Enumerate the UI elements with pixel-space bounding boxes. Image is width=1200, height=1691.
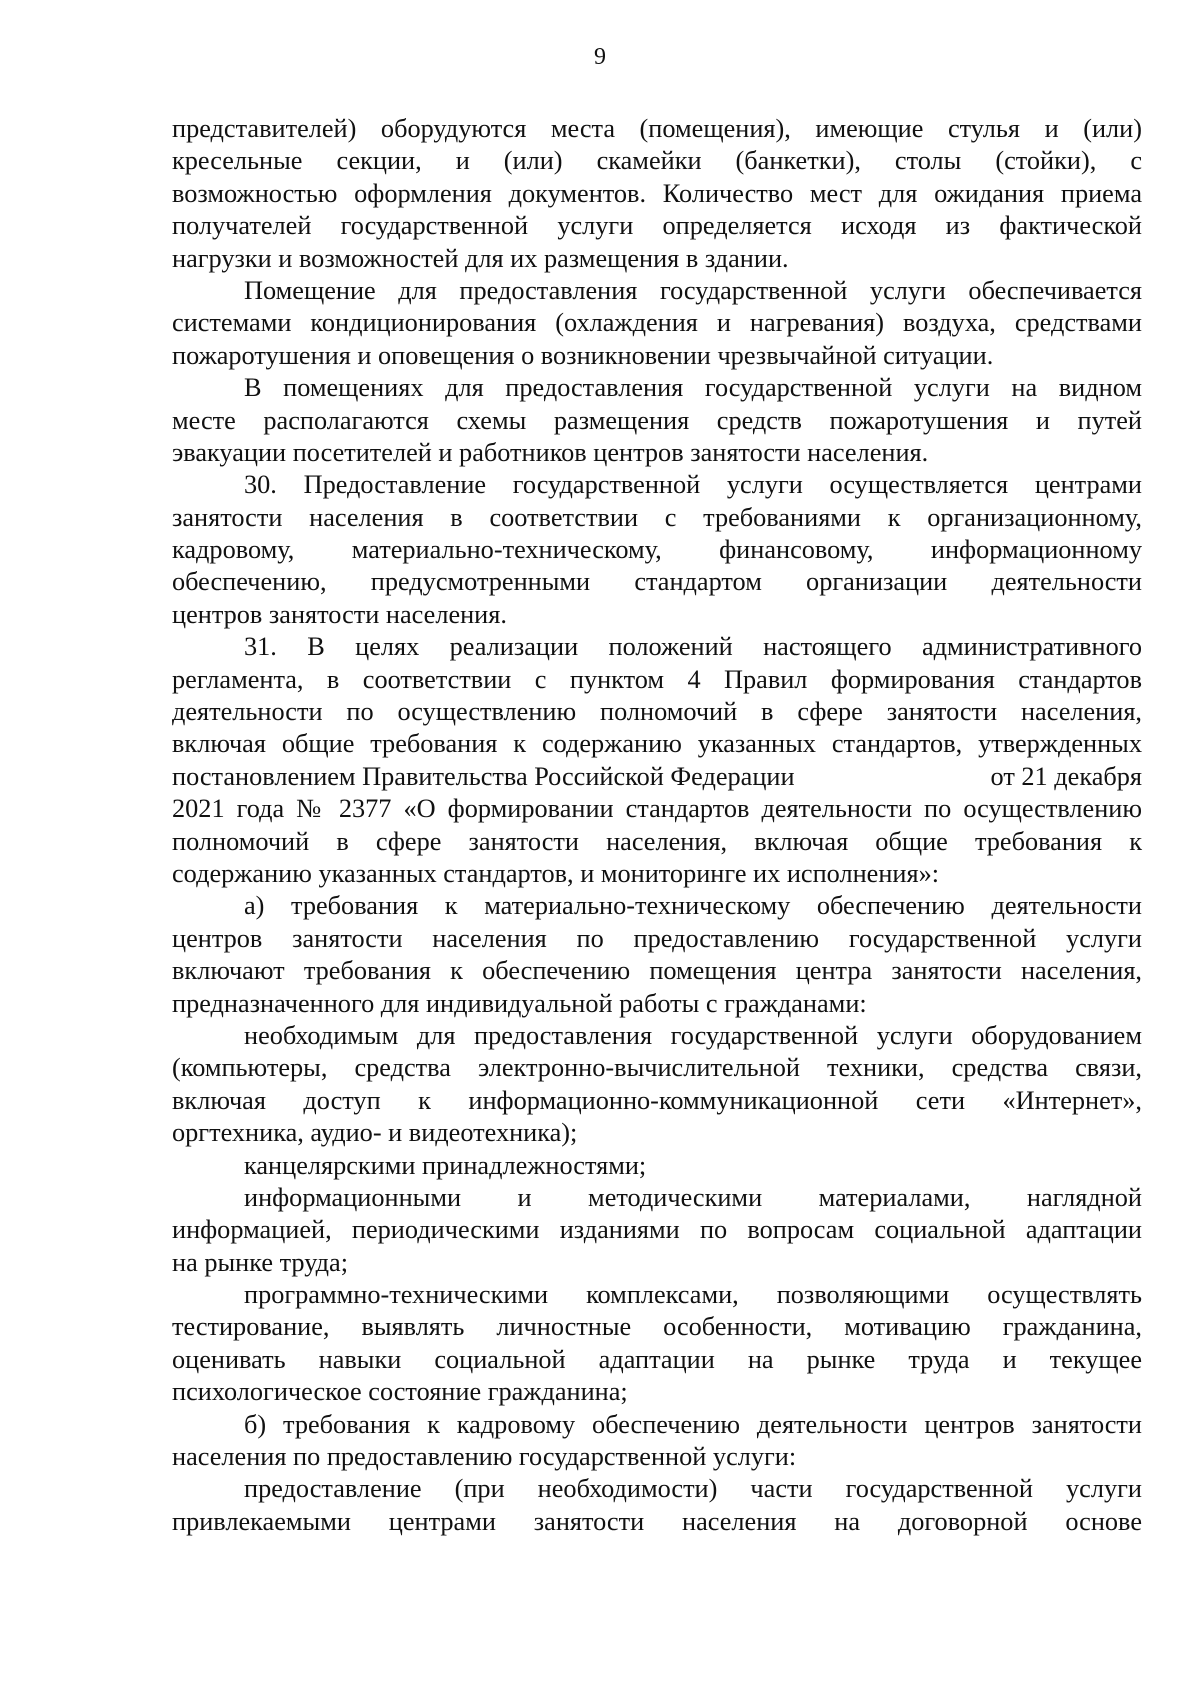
text-line-part: от 21 декабря bbox=[990, 761, 1142, 791]
text-line: предназначенного для индивидуальной работы с гражданами: bbox=[172, 988, 867, 1018]
text-line: тестирование, выявлять личностные особенности, мотивацию гражданина, bbox=[172, 1312, 1142, 1342]
text-line: обеспечению, предусмотренными стандартом организации деятельности bbox=[172, 567, 1142, 597]
text-line: возможностью оформления документов. Количество мест для ожидания приема bbox=[172, 178, 1142, 208]
text-line: содержанию указанных стандартов, и мониторинге их исполнения»: bbox=[172, 858, 940, 888]
text-line: деятельности по осуществлению полномочий в сфере занятости населения, bbox=[172, 697, 1142, 727]
text-line: психологическое состояние гражданина; bbox=[172, 1377, 628, 1407]
text-line: оценивать навыки социальной адаптации на рынке труда и текущее bbox=[172, 1344, 1142, 1374]
text-line: (компьютеры, средства электронно-вычислительной техники, средства связи, bbox=[172, 1053, 1142, 1083]
text-line: включая общие требования к содержанию указанных стандартов, утвержденных bbox=[172, 729, 1142, 759]
text-line: регламента, в соответствии с пунктом 4 Правил формирования стандартов bbox=[172, 664, 1142, 694]
text-line: необходимым для предоставления государственной услуги оборудованием bbox=[244, 1020, 1142, 1050]
text-line: населения по предоставлению государственной услуги: bbox=[172, 1442, 797, 1472]
text-line: информационными и методическими материалами, наглядной bbox=[244, 1182, 1142, 1212]
text-line: кадровому, материально-техническому, финансовому, информационному bbox=[172, 535, 1142, 565]
text-line: В помещениях для предоставления государственной услуги на видном bbox=[244, 373, 1142, 403]
text-line: эвакуации посетителей и работников центров занятости населения. bbox=[172, 437, 929, 467]
text-line: б) требования к кадровому обеспечению деятельности центров занятости bbox=[244, 1409, 1142, 1439]
text-line: представителей) оборудуются места (помещения), имеющие стулья и (или) bbox=[172, 114, 1142, 143]
text-line: включают требования к обеспечению помещения центра занятости населения, bbox=[172, 956, 1142, 986]
text-line: а) требования к материально-техническому обеспечению деятельности bbox=[244, 891, 1142, 921]
page-number: 9 bbox=[594, 44, 606, 70]
text-line: центров занятости населения по предоставлению государственной услуги bbox=[172, 923, 1142, 953]
text-line: канцелярскими принадлежностями; bbox=[244, 1150, 647, 1180]
text-line: предоставление (при необходимости) части государственной услуги bbox=[244, 1474, 1142, 1504]
text-line: Помещение для предоставления государственной услуги обеспечивается bbox=[244, 275, 1142, 305]
text-line: 31. В целях реализации положений настоящего административного bbox=[244, 632, 1142, 662]
text-line: центров занятости населения. bbox=[172, 599, 507, 629]
text-line: нагрузки и возможностей для их размещения в здании. bbox=[172, 243, 789, 273]
text-line-part: постановлением Правительства Российской Федерации bbox=[172, 761, 795, 791]
text-line bbox=[172, 761, 1142, 793]
text-line: включая доступ к информационно-коммуникационной сети «Интернет», bbox=[172, 1085, 1142, 1115]
text-line: на рынке труда; bbox=[172, 1247, 349, 1277]
text-line: месте располагаются схемы размещения средств пожаротушения и путей bbox=[172, 405, 1142, 435]
text-line: получателей государственной услуги определяется исходя из фактической bbox=[172, 211, 1142, 241]
text-line: 30. Предоставление государственной услуги осуществляется центрами bbox=[244, 470, 1142, 500]
text-line: занятости населения в соответствии с требованиями к организационному, bbox=[172, 502, 1142, 532]
text-line: информацией, периодическими изданиями по вопросам социальной адаптации bbox=[172, 1215, 1142, 1245]
text-line: кресельные секции, и (или) скамейки (банкетки), столы (стойки), с bbox=[172, 146, 1142, 176]
text-line: полномочий в сфере занятости населения, включая общие требования к bbox=[172, 826, 1142, 856]
text-line: системами кондиционирования (охлаждения и нагревания) воздуха, средствами bbox=[172, 308, 1142, 338]
text-line: программно-техническими комплексами, позволяющими осуществлять bbox=[244, 1280, 1142, 1310]
text-line: пожаротушения и оповещения о возникновении чрезвычайной ситуации. bbox=[172, 340, 994, 370]
text-line: оргтехника, аудио- и видеотехника); bbox=[172, 1118, 578, 1148]
text-line: привлекаемыми центрами занятости населения на договорной основе bbox=[172, 1506, 1142, 1536]
text-line: 2021 года № 2377 «О формировании стандартов деятельности по осуществлению bbox=[172, 794, 1142, 824]
document-body bbox=[172, 113, 1142, 1538]
